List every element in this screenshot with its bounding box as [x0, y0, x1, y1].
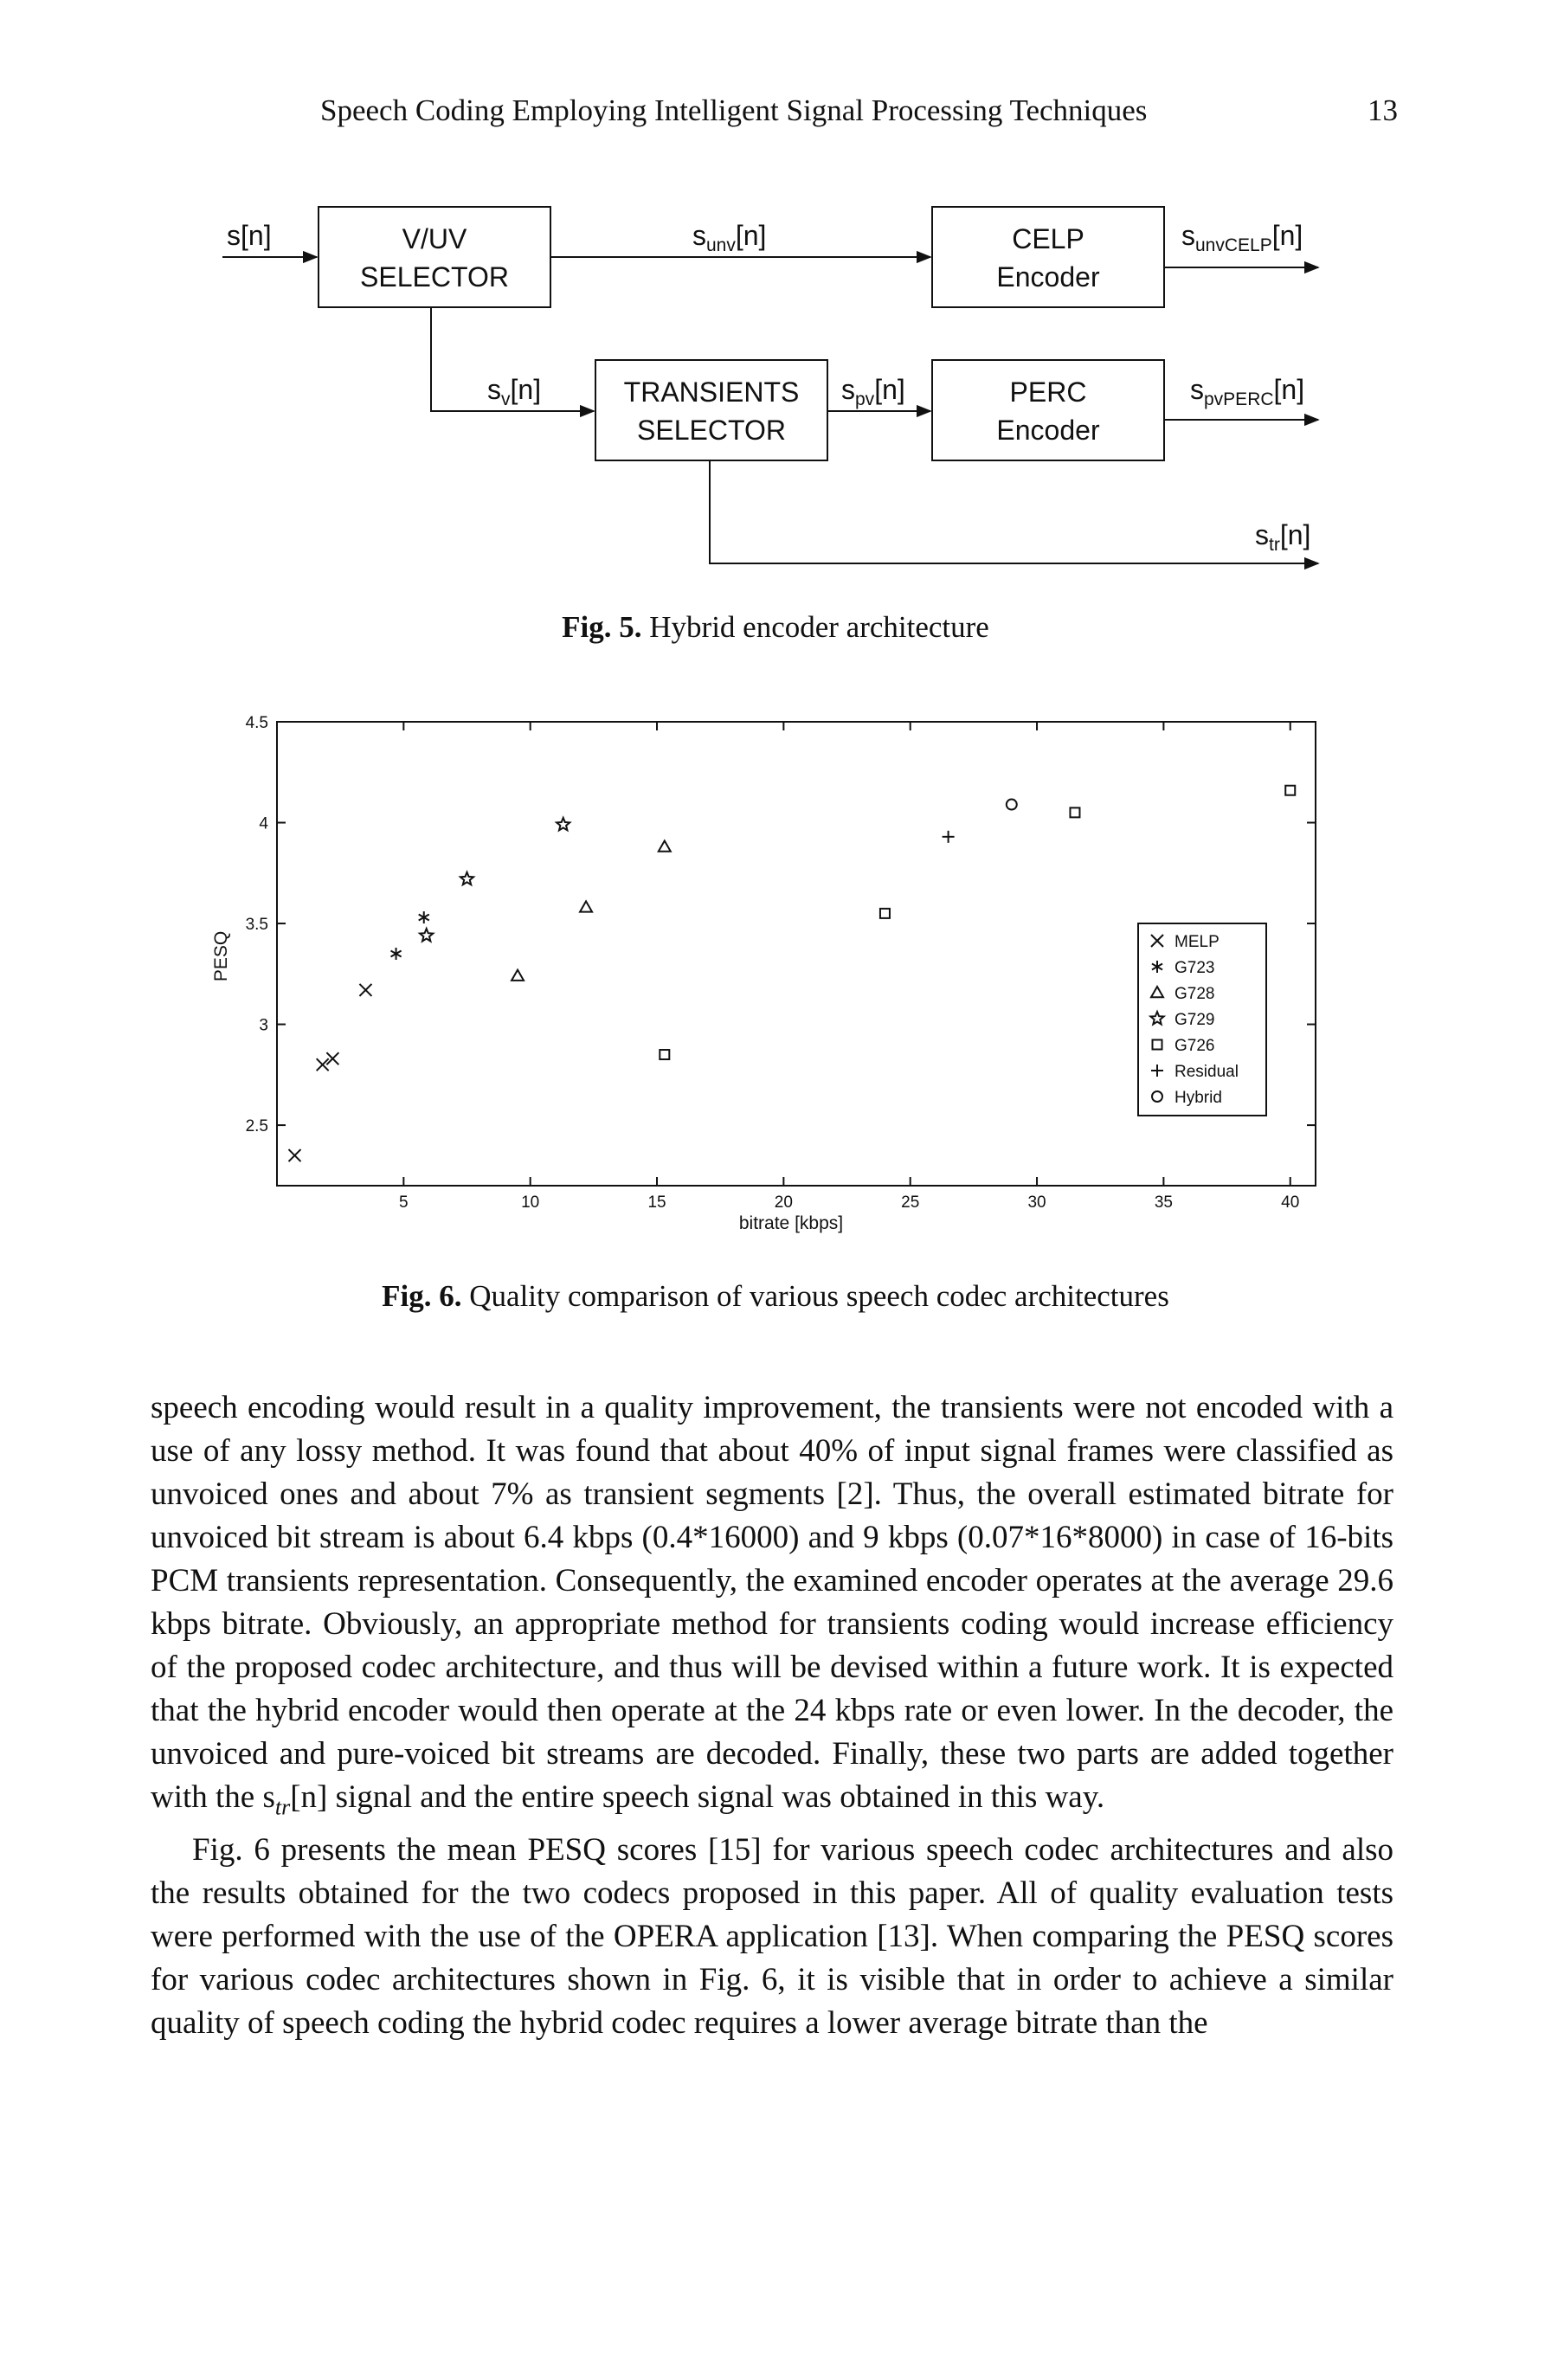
data-point-residual — [943, 831, 955, 843]
fig5-caption-label: Fig. 5. — [562, 610, 642, 644]
celp-label-1: CELP — [1012, 223, 1084, 254]
fig6-caption-label: Fig. 6. — [382, 1279, 462, 1313]
running-title: Speech Coding Employing Intelligent Signal Processing Techniques — [320, 93, 1148, 127]
perc-out-label: $s_{pvPERC}[n]$ — [1190, 374, 1305, 409]
paragraph-2: Fig. 6 presents the mean PESQ scores [15] for various speech codec architectures and also the results obtained for the two codecs proposed in this paper. All of quality evaluation tests were performed with the use of the OPERA application [13]. When comparing the PESQ scores for various codec architectures shown in Fig. 6, it is visible that in order to achieve a similar quality of speech coding the hybrid codec requires a lower average bitrate than the — [151, 1832, 1393, 2042]
tr-arrow — [710, 460, 1318, 563]
data-point-melp — [288, 1149, 300, 1161]
x-tick-label: 40 — [1281, 1193, 1300, 1212]
fig5-caption-text: Hybrid encoder architecture — [649, 610, 989, 644]
perc-label-1: PERC — [1009, 376, 1087, 408]
hybrid-encoder-diagram — [212, 195, 1346, 593]
x-tick-label: 25 — [901, 1193, 920, 1212]
fig6-caption-text: Quality comparison of various speech codec architectures — [469, 1279, 1169, 1313]
trans-label-2: SELECTOR — [637, 415, 786, 446]
legend-label-g728: G728 — [1175, 985, 1215, 1003]
data-point-g723 — [390, 948, 401, 960]
tr-signal-label: $s_{tr}[n]$ — [1255, 519, 1311, 555]
x-tick-label: 5 — [399, 1193, 409, 1212]
legend-label-residual: Residual — [1175, 1063, 1239, 1081]
running-head — [320, 93, 1398, 128]
x-tick-label: 15 — [647, 1193, 666, 1212]
chart-legend — [1138, 923, 1266, 1116]
page-number: 13 — [1368, 93, 1398, 127]
data-point-melp — [359, 984, 371, 996]
y-tick-label: 3 — [259, 1016, 268, 1035]
data-point-g726 — [660, 1050, 669, 1059]
legend-label-g723: G723 — [1175, 959, 1215, 977]
data-point-g728 — [512, 970, 524, 981]
input-label: s[n] — [227, 220, 272, 251]
y-tick-label: 2.5 — [245, 1117, 268, 1136]
perc-label-2: Encoder — [996, 415, 1100, 446]
celp-out-label: $s_{unvCELP}[n]$ — [1181, 220, 1303, 255]
pv-signal-label: $s_{pv}[n]$ — [841, 374, 905, 409]
pesq-scatter-chart — [199, 705, 1350, 1259]
data-point-g726 — [1285, 786, 1295, 795]
data-point-g728 — [659, 840, 671, 851]
data-point-g729 — [460, 872, 473, 884]
v-signal-label: $s_v[n]$ — [487, 374, 542, 409]
data-point-g728 — [580, 901, 592, 911]
legend-label-g729: G729 — [1175, 1011, 1215, 1029]
y-tick-label: 3.5 — [245, 916, 268, 935]
data-point-g726 — [880, 909, 890, 918]
legend-label-hybrid: Hybrid — [1175, 1089, 1222, 1107]
data-point-g723 — [419, 911, 429, 923]
y-tick-label: 4 — [259, 814, 268, 833]
legend-label-g726: G726 — [1175, 1037, 1215, 1055]
body-text — [151, 1386, 1393, 2045]
x-tick-label: 35 — [1154, 1193, 1173, 1212]
vuv-label-2: SELECTOR — [360, 261, 509, 293]
fig5-caption — [0, 610, 1551, 645]
data-point-g726 — [1070, 807, 1079, 817]
x-tick-label: 30 — [1027, 1193, 1046, 1212]
x-tick-label: 20 — [774, 1193, 793, 1212]
data-point-g729 — [557, 818, 570, 830]
legend-label-melp: MELP — [1175, 933, 1220, 951]
trans-label-1: TRANSIENTS — [623, 376, 800, 408]
y-tick-label: 4.5 — [245, 714, 268, 732]
x-axis-label: bitrate [kbps] — [738, 1213, 844, 1233]
unv-signal-label: $s_{unv}[n]$ — [692, 220, 767, 255]
fig6-caption — [0, 1279, 1551, 1314]
y-axis-label: PESQ — [211, 930, 231, 982]
data-point-hybrid — [1007, 800, 1017, 810]
vuv-label-1: V/UV — [402, 223, 467, 254]
paragraph-1: speech encoding would result in a quality improvement, the transients were not encoded with a use of any lossy method. It was found that about 40% of input signal frames were classified as unvoiced ones and about 7% as transient segments [2]. Thus, the overall estimated bitrate for unvoiced bit stream is about 6.4 kbps (0.4*16000) and 9 kbps (0.07*16*8000) in case of 16-bits PCM transients representation. Consequently, the examined encoder operates at the average 29.6 kbps bitrate. Obviously, an appropriate method for transients coding would increase efficiency of the proposed codec architecture, and thus will be devised within a future work. It is expected that the hybrid encoder would then operate at the 24 kbps rate or even lower. In the decoder, the unvoiced and pure-voiced bit streams are decoded. Finally, these two parts are added together with the $s_{tr}[n]$ signal and the entire speech signal was obtained in this way. — [151, 1390, 1393, 1820]
data-point-g729 — [420, 929, 433, 942]
celp-label-2: Encoder — [996, 261, 1100, 293]
x-tick-label: 10 — [521, 1193, 540, 1212]
